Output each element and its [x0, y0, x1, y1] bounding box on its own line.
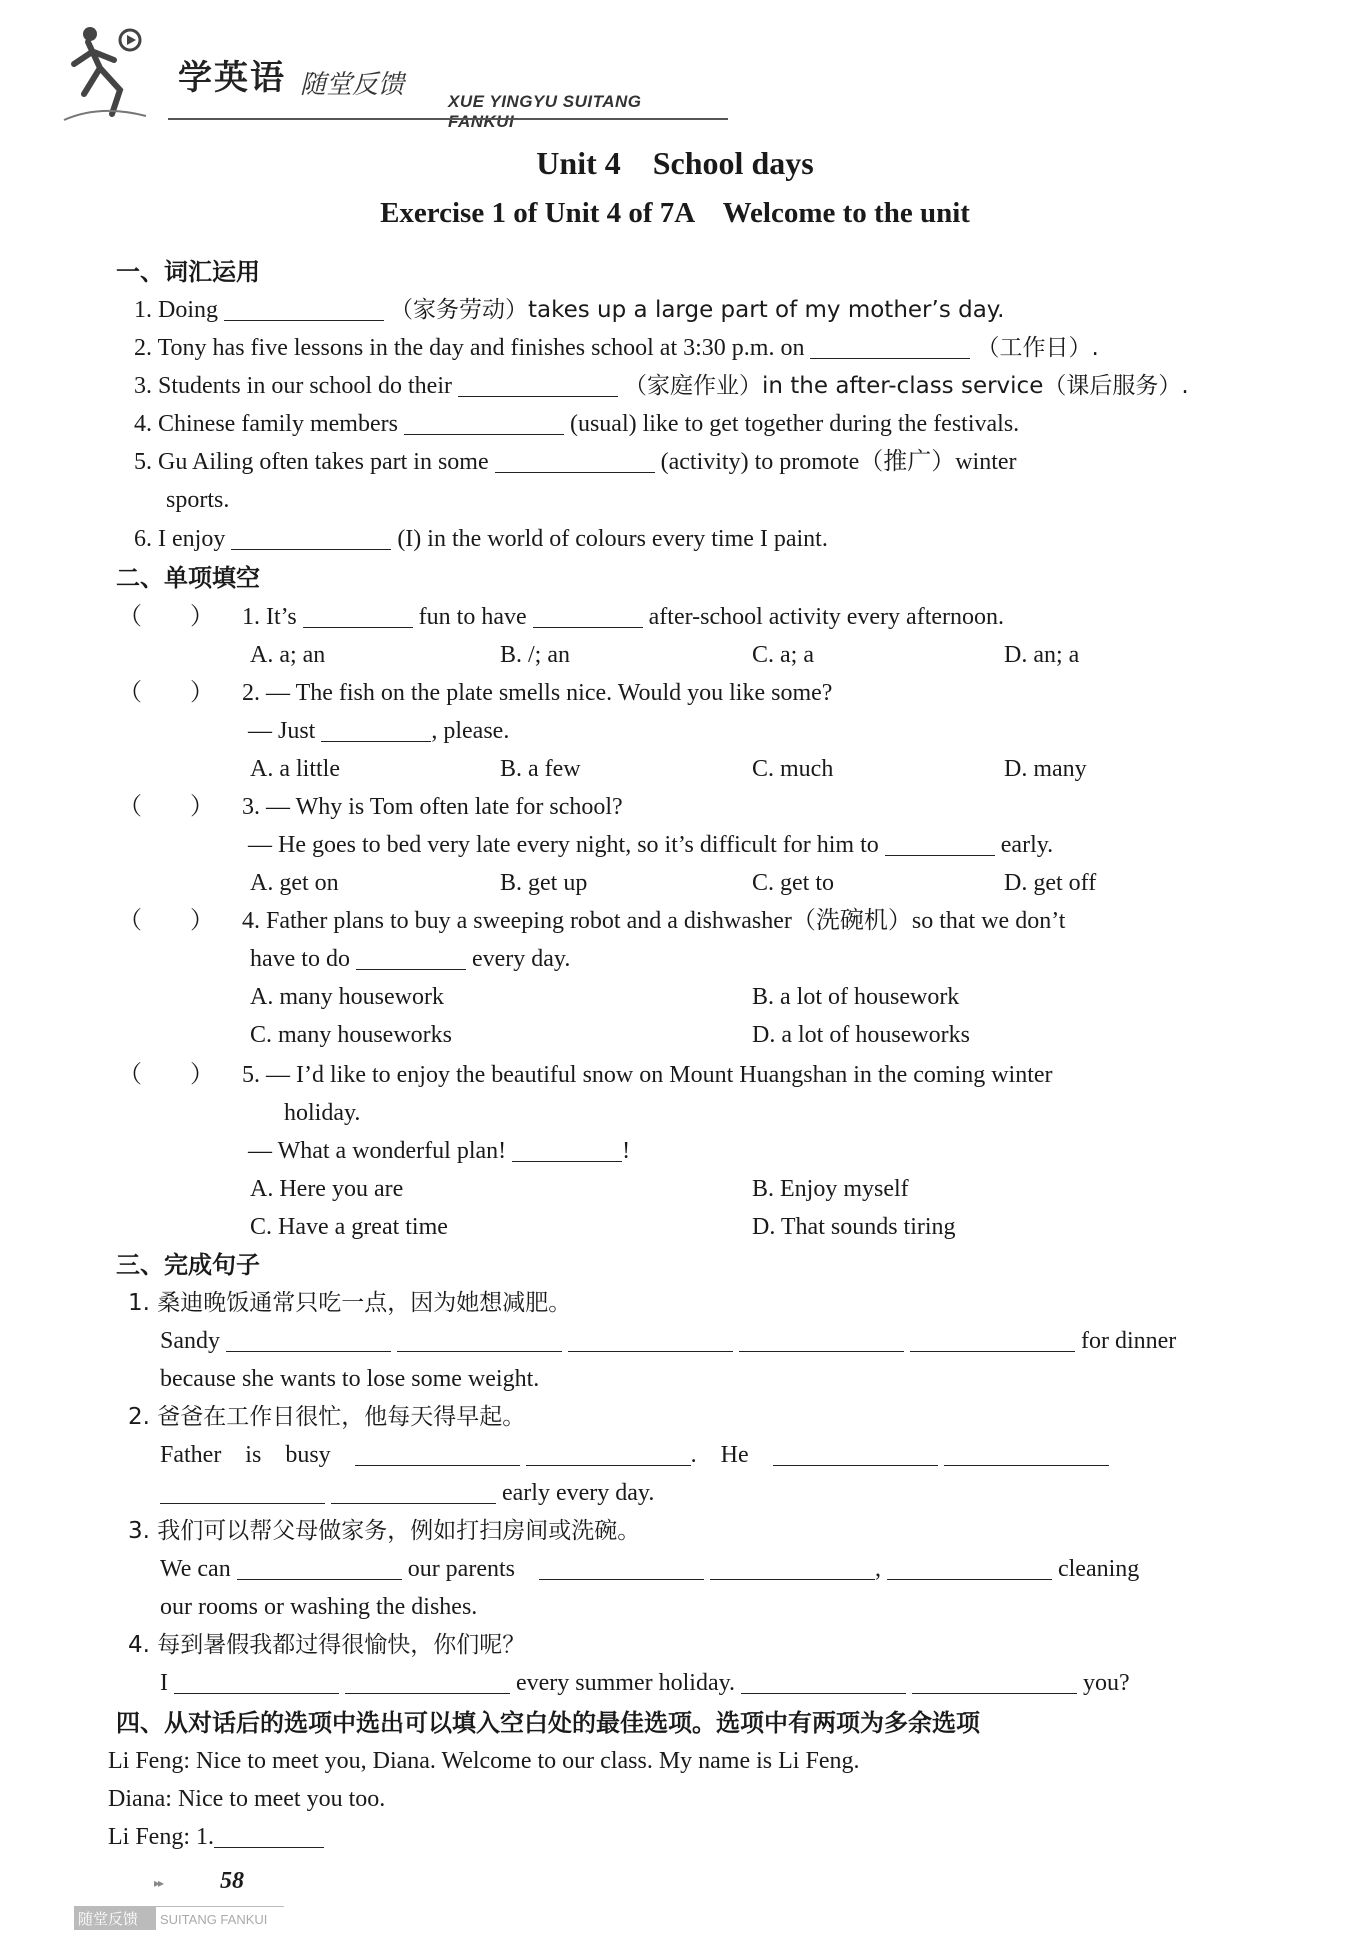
answer-paren[interactable]: （ ） [118, 908, 214, 934]
s1-question-4: 4. Chinese family members (usual) like to get together during the festivals. [134, 411, 1020, 437]
answer-paren[interactable]: （ ） [118, 680, 214, 706]
s2-q1-option-b: B. /; an [500, 642, 570, 668]
s2-question-4: （ ） 4. Father plans to buy a sweeping robot and a dishwasher（洗碗机）so that we don’t [118, 908, 1066, 934]
answer-blank[interactable] [458, 374, 618, 397]
s3-question-3-line2: our rooms or washing the dishes. [160, 1594, 478, 1620]
page-title: Unit 4 School days [536, 145, 814, 181]
page-header [60, 18, 680, 131]
answer-paren[interactable]: （ ） [118, 794, 214, 820]
s3-question-2-line2: early every day. [160, 1478, 654, 1508]
answer-blank[interactable] [224, 298, 384, 321]
footer-rule [156, 1906, 284, 1907]
s2-q4-option-c: C. many houseworks [250, 1022, 452, 1048]
answer-blank[interactable] [568, 1329, 733, 1352]
s4-dialogue-line-3: Li Feng: 1. [108, 1822, 324, 1852]
footer-tag [74, 1906, 284, 1932]
s3-question-1-line2: because she wants to lose some weight. [160, 1366, 540, 1392]
s3-question-3-line1: We can our parents , cleaning [160, 1556, 1140, 1582]
answer-blank[interactable] [355, 1443, 520, 1466]
answer-blank[interactable] [912, 1671, 1077, 1694]
answer-blank[interactable] [160, 1481, 325, 1504]
s3-question-2-line1: Father is busy . He [160, 1440, 1109, 1470]
s2-question-3-reply: — He goes to bed very late every night, so it’s difficult for him to early. [248, 832, 1054, 858]
s3-question-1-cn: 1. 桑迪晚饭通常只吃一点，因为她想减肥。 [128, 1290, 572, 1316]
section-4-heading: 四、从对话后的选项中选出可以填入空白处的最佳选项。选项中有两项为多余选项 [116, 1709, 980, 1737]
s2-q4-option-d: D. a lot of houseworks [752, 1022, 970, 1048]
s2-q1-option-d: D. an; a [1004, 642, 1080, 668]
s2-q5-option-b: B. Enjoy myself [752, 1176, 909, 1202]
answer-blank [885, 833, 995, 856]
page-arrow-icon: ▸▸ [154, 1876, 163, 1890]
s2-question-2-reply: — Just , please. [248, 718, 510, 744]
brand-title: 学英语 [178, 58, 286, 98]
answer-blank [356, 947, 466, 970]
section-3-heading: 三、完成句子 [116, 1251, 260, 1279]
footer-tag-cn: 随堂反馈 [78, 1910, 139, 1928]
s2-question-5-reply: — What a wonderful plan! ! [248, 1138, 631, 1164]
s2-q5-option-a: A. Here you are [250, 1176, 404, 1202]
answer-blank[interactable] [331, 1481, 496, 1504]
answer-blank[interactable] [345, 1671, 510, 1694]
answer-blank[interactable] [773, 1443, 938, 1466]
s1-question-1: 1. Doing （家务劳动）takes up a large part of my mother’s day. [134, 297, 1005, 323]
s2-q2-option-d: D. many [1004, 756, 1087, 782]
answer-blank [321, 719, 431, 742]
answer-blank[interactable] [887, 1557, 1052, 1580]
answer-blank[interactable] [397, 1329, 562, 1352]
s2-q2-option-a: A. a little [250, 756, 340, 782]
answer-paren[interactable]: （ ） [118, 1062, 214, 1088]
page-subtitle: Exercise 1 of Unit 4 of 7A Welcome to the unit [380, 197, 970, 229]
answer-blank[interactable] [226, 1329, 391, 1352]
section-1-heading: 一、词汇运用 [116, 258, 260, 286]
answer-blank[interactable] [526, 1443, 691, 1466]
s3-question-4-cn: 4. 每到暑假我都过得很愉快，你们呢？ [128, 1632, 526, 1658]
s1-question-5-cont: sports. [166, 487, 230, 513]
answer-blank[interactable] [231, 527, 391, 550]
answer-blank[interactable] [944, 1443, 1109, 1466]
s3-question-4-line1: I every summer holiday. you? [160, 1670, 1130, 1696]
answer-blank[interactable] [539, 1557, 704, 1580]
s2-q3-option-a: A. get on [250, 870, 339, 896]
s2-q3-option-b: B. get up [500, 870, 588, 896]
brand-pinyin: XUE YINGYU SUITANG FANKUI [448, 92, 642, 131]
s2-question-5-cont: holiday. [284, 1100, 361, 1126]
s4-dialogue-line-1: Li Feng: Nice to meet you, Diana. Welcome to our class. My name is Li Feng. [108, 1748, 860, 1774]
s2-question-4-cont: have to do every day. [250, 946, 571, 972]
s1-question-6: 6. I enjoy (I) in the world of colours every time I paint. [134, 526, 828, 552]
section-2-heading: 二、单项填空 [116, 564, 260, 592]
s2-q2-option-c: C. much [752, 756, 834, 782]
answer-blank[interactable] [810, 336, 970, 359]
s1-question-5: 5. Gu Ailing often takes part in some (activity) to promote（推广）winter [134, 449, 1017, 475]
s3-question-1-line1: Sandy for dinner [160, 1328, 1177, 1354]
s2-q1-option-a: A. a; an [250, 642, 326, 668]
answer-blank[interactable] [174, 1671, 339, 1694]
answer-blank[interactable] [910, 1329, 1075, 1352]
s1-question-2: 2. Tony has five lessons in the day and finishes school at 3:30 p.m. on （工作日）. [134, 335, 1099, 361]
footer-tag-en: SUITANG FANKUI [160, 1912, 268, 1927]
s2-question-5: （ ） 5. — I’d like to enjoy the beautiful snow on Mount Huangshan in the coming winter [118, 1062, 1053, 1088]
s2-question-3: （ ） 3. — Why is Tom often late for school? [118, 794, 623, 820]
s1-question-3: 3. Students in our school do their （家庭作业）in the after-class service（课后服务）. [134, 373, 1189, 399]
brand-subtitle: 随堂反馈 [300, 70, 405, 100]
answer-blank[interactable] [739, 1329, 904, 1352]
s2-q3-option-d: D. get off [1004, 870, 1097, 896]
header-divider [168, 118, 728, 120]
answer-paren[interactable]: （ ） [118, 604, 214, 630]
s2-question-2: （ ） 2. — The fish on the plate smells nice. Would you like some? [118, 680, 833, 706]
answer-blank [512, 1139, 622, 1162]
s2-q3-option-c: C. get to [752, 870, 834, 896]
answer-blank[interactable] [237, 1557, 402, 1580]
s3-question-2-cn: 2. 爸爸在工作日很忙，他每天得早起。 [128, 1404, 526, 1430]
page-number: 58 [220, 1868, 244, 1894]
s2-question-1: （ ） 1. It’s fun to have after-school activity every afternoon. [118, 604, 1004, 630]
answer-blank[interactable] [214, 1825, 324, 1848]
answer-blank [533, 605, 643, 628]
s2-q4-option-b: B. a lot of housework [752, 984, 960, 1010]
answer-blank[interactable] [741, 1671, 906, 1694]
s4-dialogue-line-2: Diana: Nice to meet you too. [108, 1786, 386, 1812]
s2-q5-option-c: C. Have a great time [250, 1214, 448, 1240]
answer-blank[interactable] [495, 450, 655, 473]
answer-blank[interactable] [404, 412, 564, 435]
s2-q4-option-a: A. many housework [250, 984, 444, 1010]
runner-logo-icon [60, 24, 150, 124]
answer-blank[interactable] [710, 1557, 875, 1580]
s3-question-3-cn: 3. 我们可以帮父母做家务，例如打扫房间或洗碗。 [128, 1518, 641, 1544]
s2-q2-option-b: B. a few [500, 756, 581, 782]
s2-q1-option-c: C. a; a [752, 642, 814, 668]
answer-blank [303, 605, 413, 628]
s2-q5-option-d: D. That sounds tiring [752, 1214, 956, 1240]
